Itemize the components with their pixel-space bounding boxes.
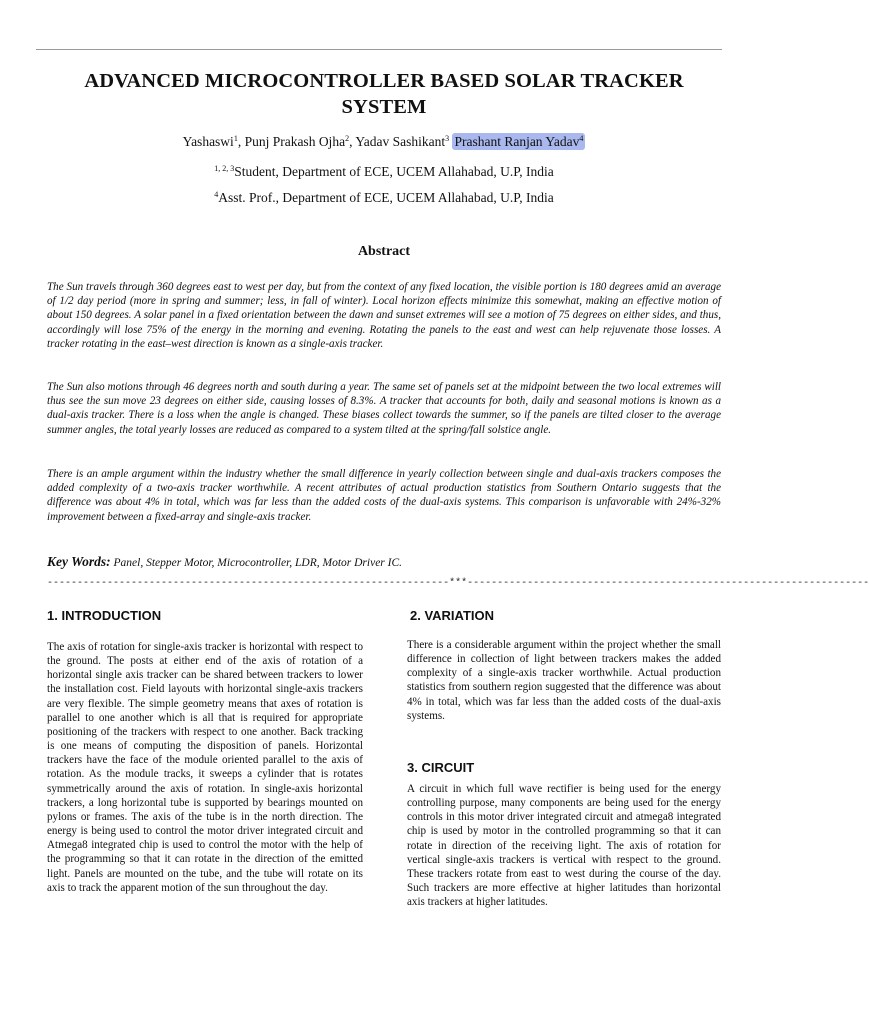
abstract-paragraph-2: The Sun also motions through 46 degrees north and south during a year. The same set of panels set at the midpoint between the two local extremes will thus see the sun move 23 degrees on either side, causing losses of 8.3%. A tracker that accounts for both, daily and seasonal motions is known as a dual-axis tracker. There is a loss when the angle is changed. These biases collect towards the summer, so if the panels are tilted closer to the average summer angles, the total yearly losses are reduced as compared to a system tilted at the spring/fall solstice angle. [47, 381, 721, 436]
author-2: Punj Prakash Ojha$^2$, [244, 134, 356, 149]
author-4-highlighted[interactable]: Prashant Ranjan Yadav$^4$ [454, 134, 584, 149]
keywords-text: Panel, Stepper Motor, Microcontroller, LDR, Motor Driver IC. [113, 557, 403, 569]
introduction-heading: 1. INTRODUCTION [47, 608, 162, 623]
affiliation-professor: $^4$Asst. Prof., Department of ECE, UCEM Allahabad, U.P, India [214, 190, 554, 205]
author-3: Yadav Sashikant$^3$ [355, 134, 450, 149]
variation-text: There is a considerable argument within the project whether the small difference in collection of light between trackers makes the added complexity of a single-axis tracker worthwhile. Actual production statistics from southern region suggested that the difference was about 4% in total, which was far less than the added costs of the dual-axis systems. [407, 639, 721, 722]
affiliation-students: $^{1, 2, 3}$Student, Department of ECE, UCEM Allahabad, U.P, India [214, 164, 554, 179]
section-separator: -------------------------------------------------------------------***------------------------------------------------------------------- [47, 578, 869, 589]
top-rule [36, 49, 722, 50]
introduction-text: The axis of rotation for single-axis tracker is horizontal with respect to the ground. The posts at either end of the axis of rotation of a horizontal single axis tracker can be shared between trackers to lower the installation cost. Field layouts with horizontal single-axis trackers are very flexible. The simple geometry means that axes of rotation is parallel to one another which is all that is required for appropriate positioning of the trackers with respect to one another. Back tracking is one means of computing the disposition of panels. Horizontal trackers have the face of the module oriented parallel to the axis of rotation. As the module tracks, it sweeps a cylinder that is rotates symmetrically around the axis of rotation. In single-axis horizontal trackers, a long horizontal tube is supported by bearings mounted on pylons or frames. The axis of the tube is in the north direction. The energy is being used to control the motor driver integrated circuit and Atmega8 integrated chip is used to control the motor with the help of the programming so that it can rotate in the direction of the emitted light. Panels are mounted on the tube, and the tube will rotate on its axis to track the apparent motion of the sun throughout the day. [47, 641, 363, 894]
abstract-paragraph-3: There is an ample argument within the industry whether the small difference in yearly collection between single and dual-axis trackers composes the added complexity of a two-axis tracker worthwhile. A recent attributes of actual production statistics from Southern Ontario suggests that the difference was about 4% in total, which was far less than the added costs of the dual-axis systems. This comparison is unfavorable with 24%-32% improvement between a fixed-array and single-axis tracker. [47, 468, 721, 523]
keywords-label: Key Words: [47, 554, 111, 569]
author-1: Yashaswi$^1$, [182, 134, 245, 149]
paper-title: ADVANCED MICROCONTROLLER BASED SOLAR TRACKER SYSTEM [84, 70, 684, 118]
circuit-text: A circuit in which full wave rectifier is being used for the energy controlling purpose, many components are being used for the energy controls in this motor driver integrated circuit and atmega8 integrated chip is used by motor in the controlled programming so that it can rotate in direction of the receiving light. The axis of rotation for vertical single-axis trackers is vertical with respect to the ground. These trackers rotate from east to west during the course of the day. Such trackers are more effective at higher latitudes than horizontal axis trackers at higher latitudes. [407, 783, 721, 909]
abstract-paragraph-1: The Sun travels through 360 degrees east to west per day, but from the context of any fixed location, the visible portion is 180 degrees amid an average of 1/2 day period (more in spring and summer; less, in fall of winter). Local horizon effects minimize this somewhat, making an effective motion of about 150 degrees. A solar panel in a fixed orientation between the dawn and sunset extremes will see a motion of 75 degrees on either sides, and thus, accordingly will lose 75% of the energy in the morning and evening. Rotating the panels to the east and west can help rejuvenate those losses. A tracker rotating in the east–west direction is known as a single-axis tracker. [47, 281, 721, 350]
circuit-heading: 3. CIRCUIT [407, 760, 475, 775]
author-list [40, 131, 728, 150]
keywords [47, 554, 721, 571]
abstract-heading: Abstract [357, 244, 411, 259]
variation-heading: 2. VARIATION [410, 608, 495, 623]
